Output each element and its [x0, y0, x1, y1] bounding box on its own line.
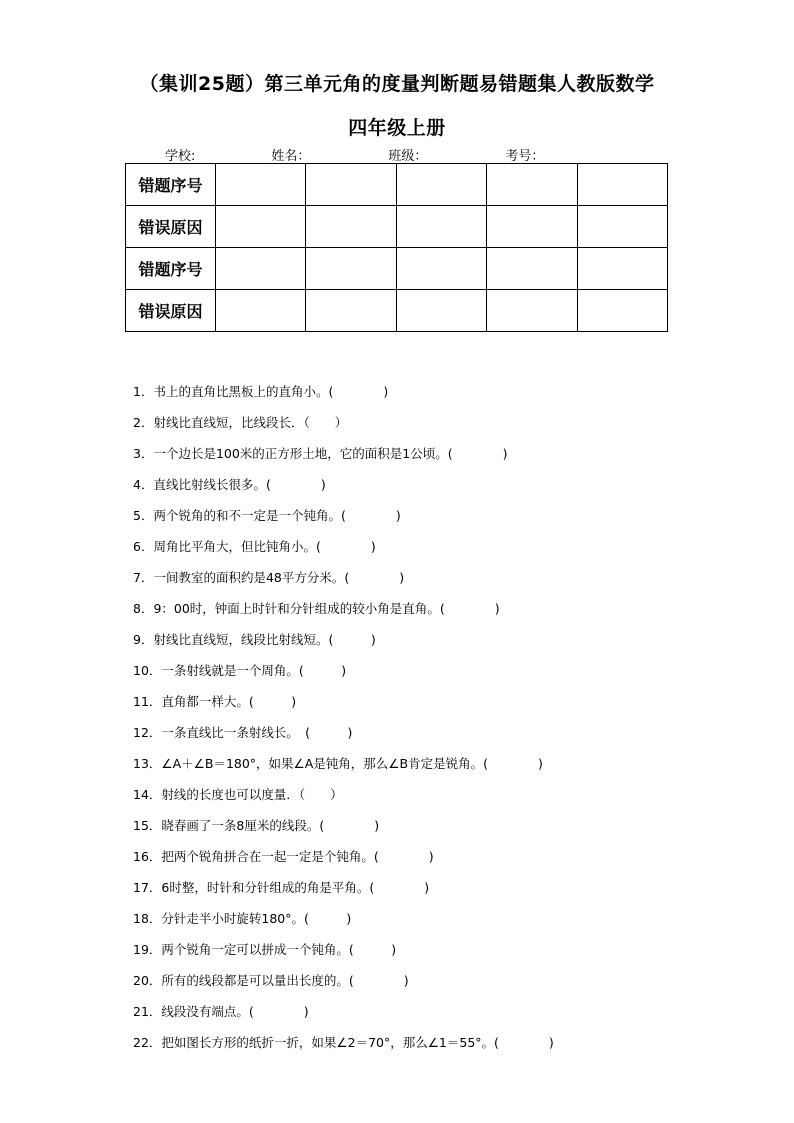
question-item: 19．两个锐角一定可以拼成一个钝角。( ) [133, 942, 397, 957]
page-subtitle: 四年级上册 [348, 117, 446, 139]
question-item: 11．直角都一样大。( ) [133, 694, 297, 709]
question-item: 17．6时整，时针和分针组成的角是平角。( ) [133, 880, 430, 895]
question-item: 6．周角比平角大，但比钝角小。( ) [133, 539, 376, 554]
table-cell[interactable] [487, 206, 577, 248]
student-info-line [165, 145, 626, 164]
class-field[interactable] [427, 149, 499, 164]
table-row [126, 290, 668, 332]
question-item: 21．线段没有端点。( ) [133, 1004, 309, 1019]
question-item: 1．书上的直角比黑板上的直角小。( ) [133, 384, 389, 399]
question-item: 15．晓春画了一条8厘米的线段。( ) [133, 818, 380, 833]
table-cell[interactable] [487, 290, 577, 332]
row-label: 错题序号 [126, 164, 216, 206]
table-cell[interactable] [396, 290, 486, 332]
question-item: 7．一间教室的面积约是48平方分米。( ) [133, 570, 405, 585]
question-item: 4．直线比射线长很多。( ) [133, 477, 326, 492]
row-label: 错误原因 [126, 206, 216, 248]
table-cell[interactable] [216, 248, 306, 290]
exam-no-field[interactable] [544, 149, 620, 164]
school-label: 学校: [165, 149, 196, 164]
table-cell[interactable] [487, 248, 577, 290]
name-label: 姓名： [271, 149, 311, 164]
question-item: 5．两个锐角的和不一定是一个钝角。( ) [133, 508, 401, 523]
table-cell[interactable] [306, 290, 396, 332]
name-field[interactable] [310, 149, 382, 164]
table-cell[interactable] [216, 164, 306, 206]
question-item: 2．射线比直线短，比线段长．（ ） [133, 415, 348, 430]
question-item: 3．一个边长是100米的正方形土地，它的面积是1公顷。( ) [133, 446, 508, 461]
table-cell[interactable] [577, 206, 667, 248]
table-row [126, 206, 668, 248]
question-list [133, 382, 554, 1064]
question-item: 13．∠A＋∠B＝180°，如果∠A是钝角，那么∠B肯定是锐角。( ) [133, 756, 543, 771]
page-title: （集训25题）第三单元角的度量判断题易错题集人教版数学 [139, 73, 655, 95]
table-cell[interactable] [396, 206, 486, 248]
question-item: 16．把两个锐角拼合在一起一定是个钝角。( ) [133, 849, 434, 864]
table-cell[interactable] [396, 248, 486, 290]
class-label: 班级： [388, 149, 428, 164]
table-cell[interactable] [577, 248, 667, 290]
school-field[interactable] [195, 149, 265, 164]
table-cell[interactable] [306, 206, 396, 248]
question-item: 22．把如图长方形的纸折一折，如果∠2＝70°，那么∠1＝55°。( ) [133, 1035, 554, 1050]
question-item: 10．一条射线就是一个周角。( ) [133, 663, 347, 678]
question-item: 12．一条直线比一条射线长。 ( ) [133, 725, 353, 740]
table-cell[interactable] [216, 290, 306, 332]
row-label: 错题序号 [126, 248, 216, 290]
table-cell[interactable] [216, 206, 306, 248]
question-item: 20．所有的线段都是可以量出长度的。( ) [133, 973, 409, 988]
table-row [126, 164, 668, 206]
error-record-table [125, 163, 668, 332]
table-cell[interactable] [577, 164, 667, 206]
table-cell[interactable] [577, 290, 667, 332]
table-cell[interactable] [487, 164, 577, 206]
table-cell[interactable] [306, 248, 396, 290]
question-item: 18．分针走半小时旋转180°。( ) [133, 911, 352, 926]
row-label: 错误原因 [126, 290, 216, 332]
table-row [126, 248, 668, 290]
question-item: 14．射线的长度也可以度量．（ ） [133, 787, 343, 802]
exam-no-label: 考号： [505, 149, 545, 164]
table-cell[interactable] [396, 164, 486, 206]
question-item: 8．9：00时，钟面上时针和分针组成的较小角是直角。( ) [133, 601, 500, 616]
table-cell[interactable] [306, 164, 396, 206]
question-item: 9．射线比直线短，线段比射线短。( ) [133, 632, 376, 647]
